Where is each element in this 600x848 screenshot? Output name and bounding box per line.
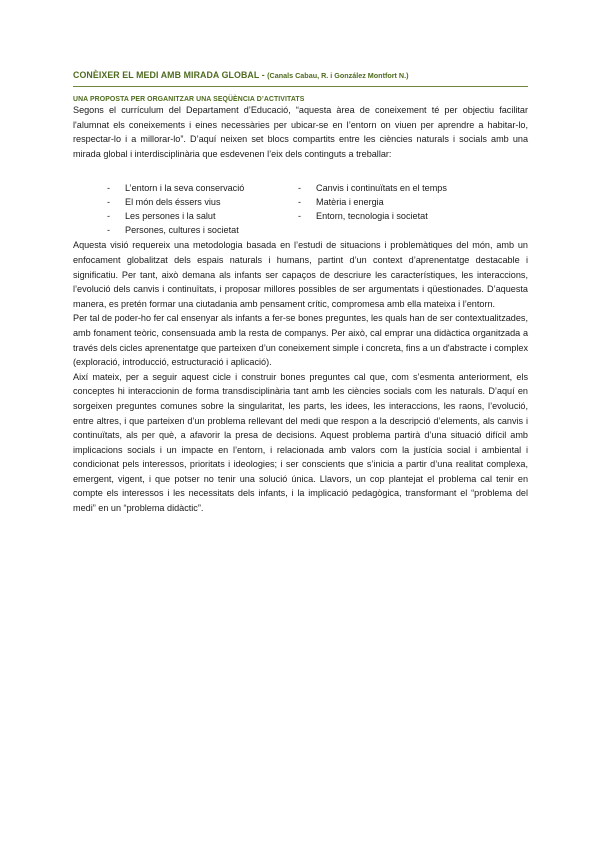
- dash-bullet: -: [298, 183, 302, 194]
- dash-bullet: -: [298, 197, 302, 208]
- document-title: CONÈIXER EL MEDI AMB MIRADA GLOBAL -: [73, 70, 265, 80]
- paragraph-problem: Així mateix, per a seguir aquest cicle i construir bones preguntes cal que, com s’esmenta anteriorment, els conceptes hi interaccionin de forma transdisciplinària tant amb les ciències socials com les naturals. D’aquí en sorgeixen preguntes comunes sobre la singularitat, les parts, les idees, les interaccions, les raons, l’evolució, entre altres, i que parteixen d’un problema rellevant del medi que respon a la descripció d’elements, als canvis i continuïtats, als per què, a afavorir la presa de decisions. Aquest problema partirà d’una situació difícil amb implicacions socials i un impacte en l’entorn, i relacionada amb valors com la justícia social i ambiental i condicionat pels interessos, prioritats i ideologies; i ser conscients que s’inicia a partir d’una realitat complexa, emergent, vigent, i que potser no tenir una solució única. Llavors, un cop plantejat el problema cal tenir en compte els interessos i les necessitats dels infants, i la implicació pedagògica, transformant el “problema del medi” en un “problema didàctic”.: [73, 371, 528, 514]
- dash-bullet: -: [298, 211, 302, 222]
- dash-bullet: -: [107, 183, 111, 194]
- list-item: - L’entorn i la seva conservació: [107, 183, 245, 194]
- document-subtitle: UNA PROPOSTA PER ORGANITZAR UNA SEQÜÈNCIA D’ACTIVITATS: [73, 96, 305, 103]
- list-item: - Entorn, tecnologia i societat: [298, 211, 428, 222]
- header-divider: [73, 86, 528, 87]
- list-item: - Matèria i energia: [298, 197, 384, 208]
- paragraph-methodology: Aquesta visió requereix una metodologia basada en l’estudi de situacions i problemàtiques del món, amb un enfocament globalitzat dels espais naturals i humans, partint d’un context d’aprenentatge destacable i significatiu. Per tant, això demana als infants ser capaços de descriure les característiques, les interaccions, l’evolució dels canvis i continuïtats, i proposar millores possibles de ser argumentats i qüestionades. D’aquesta manera, es pretén formar una ciutadania amb pensament crític, compromesa amb ella mateixa i l’entorn.: [73, 240, 528, 309]
- list-column-left: [107, 181, 298, 237]
- document-header: [73, 68, 528, 83]
- list-item: - Persones, cultures i societat: [107, 225, 239, 236]
- list-column-right: [298, 181, 518, 237]
- list-item: - Canvis i continuïtats en el temps: [298, 183, 447, 194]
- document-page: [73, 68, 528, 516]
- list-item: - Les persones i la salut: [107, 211, 216, 222]
- intro-paragraph: Segons el currículum del Departament d’Educació, “aquesta àrea de coneixement té per objectiu facilitar l'alumnat els coneixements i eines necessàries per ubicar-se en l’entorn on viuen per aprendre a habitar-lo, respectar-lo i a millorar-lo”. D’aquí neixen set blocs compartits entre les ciències naturals i socials amb una mirada global i interdisciplinària que esdevenen l’eix dels continguts a treballar:: [73, 105, 528, 159]
- body-paragraphs: [73, 238, 528, 515]
- list-item: - El món dels éssers vius: [107, 197, 221, 208]
- document-authors: (Canals Cabau, R. i González Montfort N.): [267, 71, 409, 80]
- dash-bullet: -: [107, 225, 111, 236]
- content-blocks-list: [107, 181, 528, 237]
- dash-bullet: -: [107, 197, 111, 208]
- paragraph-questions: Per tal de poder-ho fer cal ensenyar als infants a fer-se bones preguntes, les quals han de ser contextualitzades, amb fonament teòric, consensuada amb la resta de companys. Per això, cal emprar una didàctica organitzada a través dels cicles aprenentatge que parteixen d’un coneixement simple i concreta, fins a un d'abstracte i complex (exploració, introducció, estructuració i aplicació).: [73, 313, 528, 368]
- dash-bullet: -: [107, 211, 111, 222]
